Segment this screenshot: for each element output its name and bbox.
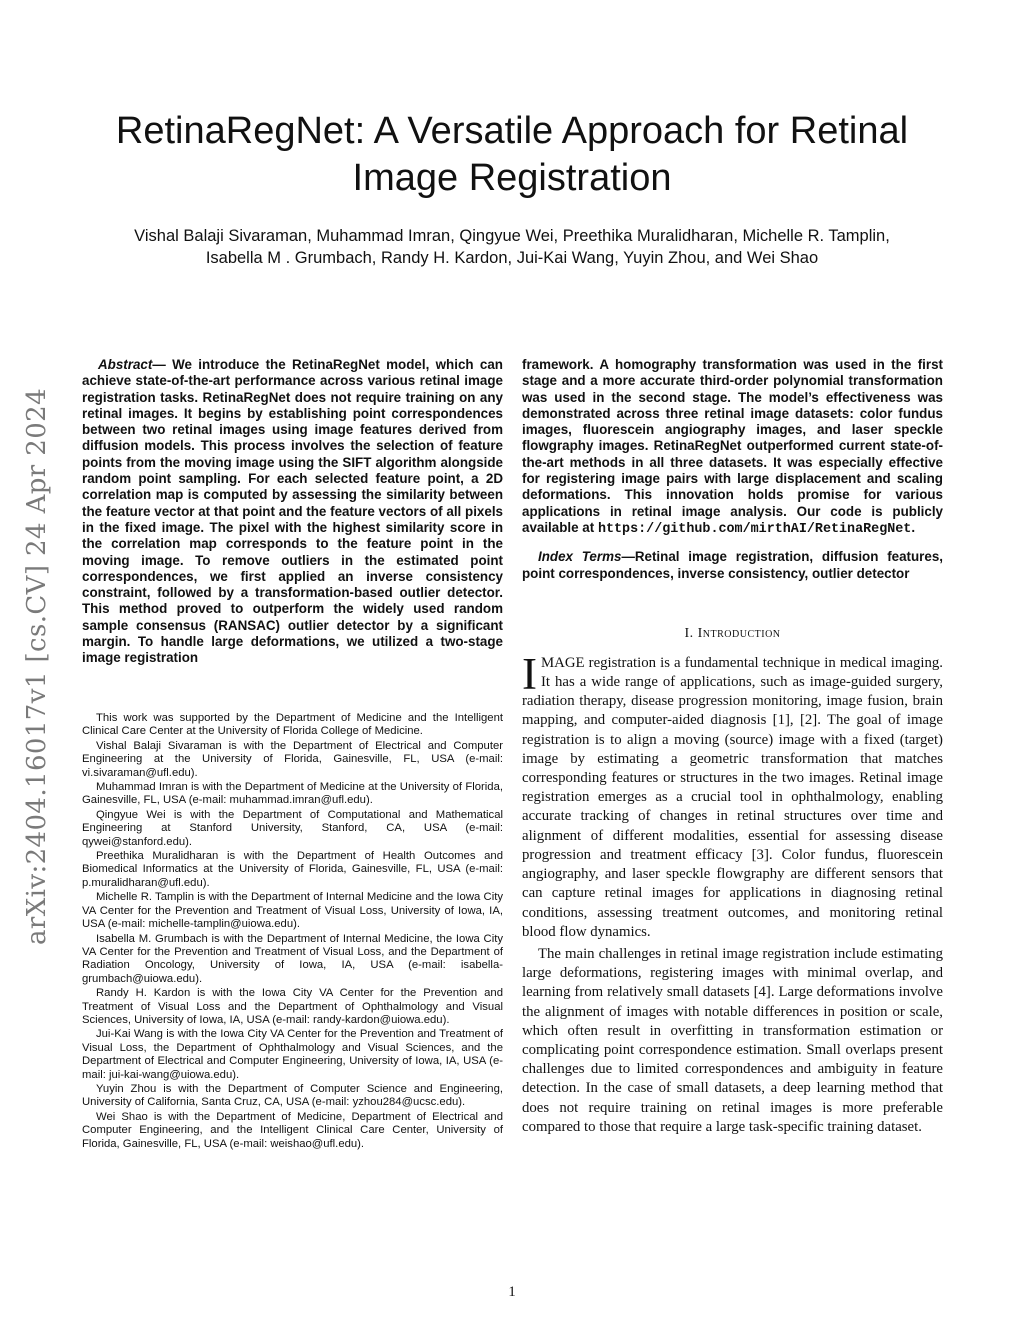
footnote: Preethika Muralidharan is with the Department of Health Outcomes and Biomedical Informatics at the University of Florida, Gainesville, FL, USA (e-mail: p.muralidharan@ufl.edu). [82,850,503,889]
section-heading-introduction: I. Introduction [684,625,781,641]
title-line-2: Image Registration [352,157,672,199]
index-terms-dash: — [621,549,635,565]
index-terms-label: Index Terms [538,549,622,565]
author-line-2: Isabella M . Grumbach, Randy H. Kardon, Jui-Kai Wang, Yuyin Zhou, and Wei Shao [205,249,819,267]
footnote: This work was supported by the Department of Medicine and the Intelligent Clinical Care Center at the University of Florida College of Medicine. [82,712,503,738]
author-footnotes [82,712,503,1152]
abstract-part-2 [522,357,943,538]
abstract-part-1 [82,357,503,667]
index-terms [522,549,943,582]
footnote: Jui-Kai Wang is with the Iowa City VA Center for the Prevention and Treatment of Visual Loss, the Department of Ophthalmology and Visual Sciences, and the Department of Electrical and Computer Engineering, University of Iowa, IA, USA (e-mail: jui-kai-wang@uiowa.edu). [82,1028,503,1081]
left-column [82,357,503,667]
footnote: Isabella M. Grumbach is with the Department of Internal Medicine, the Iowa City VA Center for the Prevention and Treatment of Visual Loss, and the Department of Radiation Oncology, University of Iowa, IA, USA (e-mail: isabella-grumbach@uiowa.edu). [82,932,503,985]
author-list [70,225,954,269]
drop-cap: I [522,648,537,699]
index-terms-text: Retinal image registration, diffusion features, point correspondences, inverse consistency, outlier detector [522,549,944,581]
abstract-end-period: . [911,519,916,535]
footnote: Michelle R. Tamplin is with the Department of Internal Medicine and the Iowa City VA Center for the Prevention and Treatment of Visual Loss, University of Iowa, IA, USA (e-mail: michelle-tamplin@uiowa.edu). [82,891,503,931]
abstract-text-right: framework. A homography transformation was used in the first stage and a more accurate third-order polynomial transformation was used in the second stage. The model’s effectiveness was demonstrated across three retinal image datasets: color fundus images, fluorescein angiography images, and laser speckle flowgraphy images. RetinaRegNet outperformed current state-of-the-art methods in all three datasets. It was especially effective for registering image pairs with large displacement and scaling deformations. This innovation holds promise for various applications in retinal image analysis. Our code is publicly available at [522,357,943,535]
author-line-1: Vishal Balaji Sivaraman, Muhammad Imran, Qingyue Wei, Preethika Muralidharan, Michelle R. Tamplin, [134,227,890,245]
intro-paragraph-1-text: MAGE registration is a fundamental technique in medical imaging. It has a wide range of applications, such as image-guided surgery, radiation therapy, disease progression monitoring, image fusion, brain mapping, and computer-aided diagnosis [1], [2]. The goal of image registration is to align a moving (source) image with a fixed (target) image by estimating a geometric transformation that matches corresponding features or structures in the two images. Retinal image registration emerges as a crucial tool in ophthalmology, enabling accurate tracking of changes in retinal structures over time and alignment of different modalities, essential for assessing disease progression and treatment efficacy [3]. Color fundus, fluorescein angiography, and laser speckle flowgraphy are different sensors that can capture retinal images for applications in diagnosing retinal conditions, assessing treatment outcomes, and monitoring retinal blood flow dynamics. [522,654,943,940]
page-number: 1 [508,1284,516,1300]
abstract-text-left: We introduce the RetinaRegNet model, which can achieve state-of-the-art performance across various retinal image registration tasks. RetinaRegNet does not require training on any retinal images. It begins by establishing point correspondences between two retinal images using image features derived from diffusion models. This process involves the selection of feature points from the moving image using the SIFT algorithm alongside random point sampling. For each selected feature point, a 2D correlation map is computed by assessing the similarity between the feature vector at that point and the feature vectors of all pixels in the fixed image. The pixel with the highest similarity score in the correlation map corresponds to the feature point in the moving image. To remove outliers in the estimated point correspondences, we first applied an inverse consistency constraint, followed by a transformation-based outlier detector. This method proved to outperform the widely used random sample consensus (RANSAC) outlier detector by a significant margin. To handle large deformations, we utilized a two-stage image registration [82,357,503,666]
footnote: Muhammad Imran is with the Department of Medicine at the University of Florida, Gainesville, FL, USA (e-mail: muhammad.imran@ufl.edu). [82,781,503,807]
abstract-dash: — [152,357,166,372]
intro-paragraph-1 [522,648,943,942]
right-column [522,357,943,1137]
footnote: Qingyue Wei is with the Department of Computational and Mathematical Engineering at Stanford University, Stanford, CA, USA (e-mail: qywei@stanford.edu). [82,808,503,848]
paper-title [70,108,954,202]
arxiv-identifier: arXiv:2404.16017v1 [cs.CV] 24 Apr 2024 [22,387,52,945]
footnote: Randy H. Kardon is with the Iowa City VA Center for the Prevention and Treatment of Visual Loss and the Department of Ophthalmology and Visual Sciences, University of Iowa, IA, USA (e-mail: randy-kardon@uiowa.edu). [82,987,503,1026]
intro-paragraph-2: The main challenges in retinal image registration include estimating large deformations, registering images with minimal overlap, and learning from relatively small datasets [4]. Large deformations involve the alignment of images with notable differences in position or scale, which often result in overfitting in transformation estimation or complicating point correspondence estimation. Small overlaps present challenges due to limited correspondences and ambiguity in feature detection. In the case of small datasets, a deep learning method that does not require training on retinal images is more preferable compared to those that require a large task-specific training dataset. [522,945,943,1135]
footnote: Wei Shao is with the Department of Medicine, Department of Electrical and Computer Engineering, and the Intelligent Clinical Care Center, University of Florida, Gainesville, FL, USA (e-mail: weishao@ufl.edu). [82,1110,503,1150]
title-line-1: RetinaRegNet: A Versatile Approach for Retinal [115,110,909,152]
abstract-label: Abstract [98,357,153,372]
footnote: Vishal Balaji Sivaraman is with the Department of Electrical and Computer Engineering at the University of Florida, Gainesville, FL, USA (e-mail: vi.sivaraman@ufl.edu). [82,739,503,779]
code-repository-link[interactable]: https://github.com/mirthAI/RetinaRegNet [597,521,912,537]
footnote: Yuyin Zhou is with the Department of Computer Science and Engineering, University of California, Santa Cruz, CA, USA (e-mail: yzhou284@ucsc.edu). [82,1082,503,1109]
